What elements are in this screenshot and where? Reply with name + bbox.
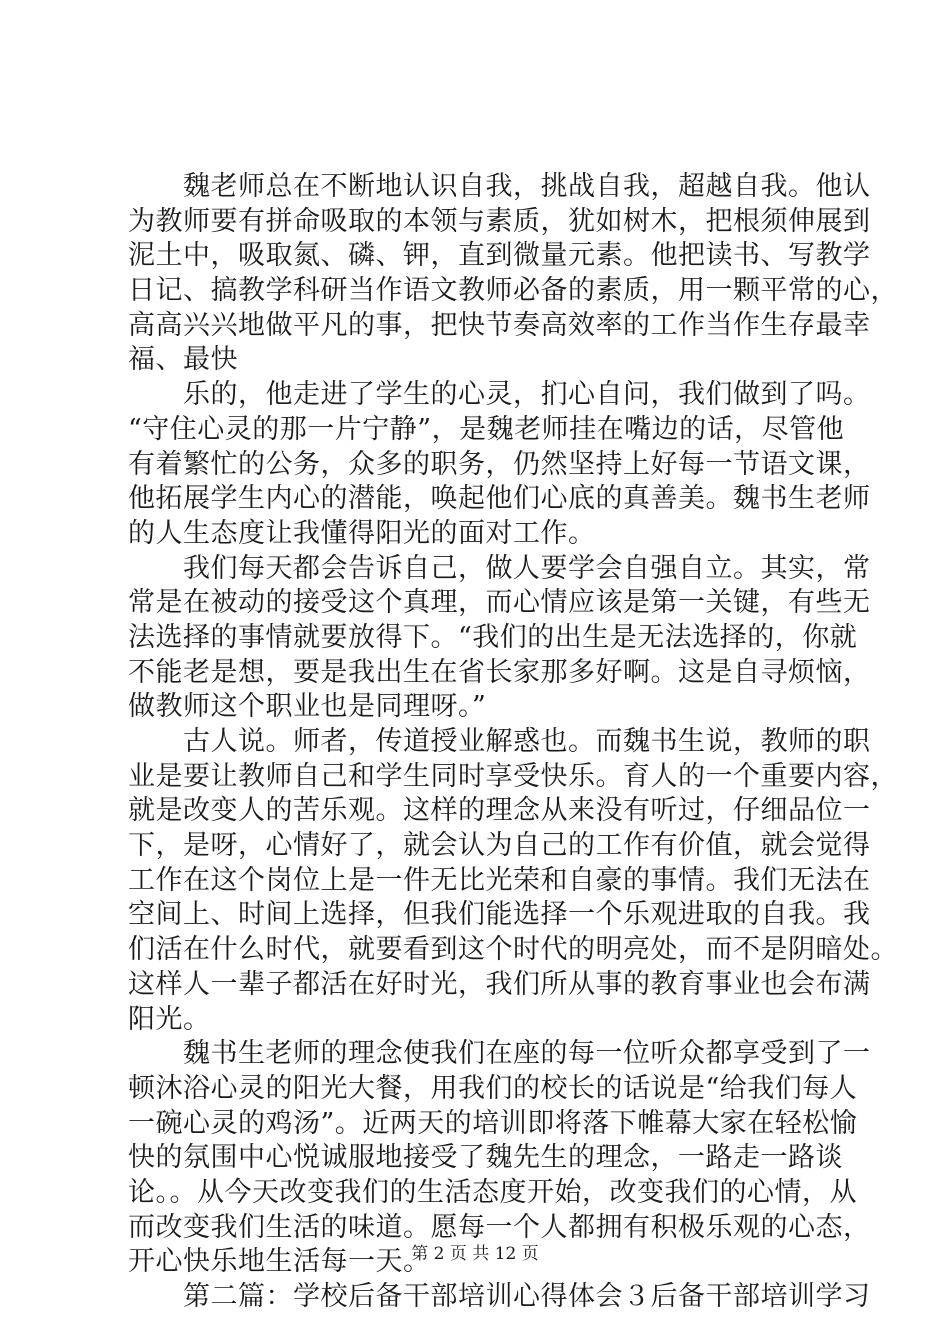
text-line: 我们每天都会告诉自己，做人要学会自强自立。其实，常 bbox=[128, 552, 871, 584]
text-line: 的人生态度让我懂得阳光的面对工作。 bbox=[128, 517, 596, 549]
document-body bbox=[128, 170, 898, 1315]
text-line: 做教师这个职业也是同理呀。” bbox=[128, 691, 487, 723]
text-line: 高高兴兴地做平凡的事，把快节奏高效率的工作当作生存最幸 bbox=[128, 309, 871, 341]
text-line: 为教师要有拼命吸取的本领与素质，犹如树木，把根须伸展到 bbox=[128, 205, 871, 237]
text-line: 第二篇：学校后备干部培训心得体会３后备干部培训学习 bbox=[128, 1281, 871, 1312]
text-line: 下，是呀，心情好了，就会认为自己的工作有价值，就会觉得 bbox=[128, 830, 871, 862]
text-line: 乐的，他走进了学生的心灵，扪心自问，我们做到了吗。 bbox=[128, 379, 871, 411]
text-line: 魏书生老师的理念使我们在座的每一位听众都享受到了一 bbox=[128, 1038, 871, 1070]
text-line: 他拓展学生内心的潜能，唤起他们心底的真善美。魏书生老师 bbox=[128, 483, 871, 515]
page-number-footer: 第 2 页 共 12 页 bbox=[411, 1244, 539, 1264]
text-line: 福、最快 bbox=[128, 344, 238, 376]
text-line: 业是要让教师自己和学生同时享受快乐。育人的一个重要内容， bbox=[128, 760, 898, 792]
text-line: 而改变我们生活的味道。愿每一个人都拥有积极乐观的心态， bbox=[128, 1211, 871, 1243]
text-line: 泥土中，吸取氮、磷、钾，直到微量元素。他把读书、写教学 bbox=[128, 240, 871, 272]
text-line: 一碗心灵的鸡汤”。近两天的培训即将落下帷幕大家在轻松愉 bbox=[128, 1107, 858, 1139]
text-line: 魏老师总在不断地认识自我，挑战自我，超越自我。他认 bbox=[128, 171, 871, 202]
text-line: 工作在这个岗位上是一件无比光荣和自豪的事情。我们无法在 bbox=[128, 864, 871, 896]
text-line: 空间上、时间上选择，但我们能选择一个乐观进取的自我。我 bbox=[128, 899, 871, 931]
text-line: 常是在被动的接受这个真理，而心情应该是第一关键，有些无 bbox=[128, 587, 871, 619]
text-line: 们活在什么时代，就要看到这个时代的明亮处，而不是阴暗处。 bbox=[128, 934, 898, 966]
text-line: 开心快乐地生活每一天。 bbox=[128, 1246, 431, 1278]
text-line: “守住心灵的那一片宁静”，是魏老师挂在嘴边的话，尽管他 bbox=[128, 413, 845, 445]
text-line: 日记、搞教学科研当作语文教师必备的素质，用一颗平常的心， bbox=[128, 275, 898, 307]
text-line: 有着繁忙的公务，众多的职务，仍然坚持上好每一节语文课， bbox=[128, 448, 871, 480]
text-line: 就是改变人的苦乐观。这样的理念从来没有听过，仔细品位一 bbox=[128, 795, 871, 827]
text-line: 论。。从今天改变我们的生活态度开始，改变我们的心情，从 bbox=[128, 1176, 857, 1208]
text-line: 阳光。 bbox=[128, 1003, 211, 1035]
text-line: 顿沐浴心灵的阳光大餐，用我们的校长的话说是“给我们每人 bbox=[128, 1072, 858, 1104]
text-line: 不能老是想，要是我出生在省长家那多好啊。这是自寻烦恼， bbox=[128, 656, 871, 688]
text-line: 这样人一辈子都活在好时光，我们所从事的教育事业也会布满 bbox=[128, 968, 871, 1000]
text-line: 古人说。师者，传道授业解惑也。而魏书生说，教师的职 bbox=[128, 726, 871, 757]
text-line: 法选择的事情就要放得下。“我们的出生是无法选择的，你就 bbox=[128, 621, 858, 653]
text-line: 快的氛围中心悦诚服地接受了魏先生的理念，一路走一路谈 bbox=[128, 1142, 843, 1174]
